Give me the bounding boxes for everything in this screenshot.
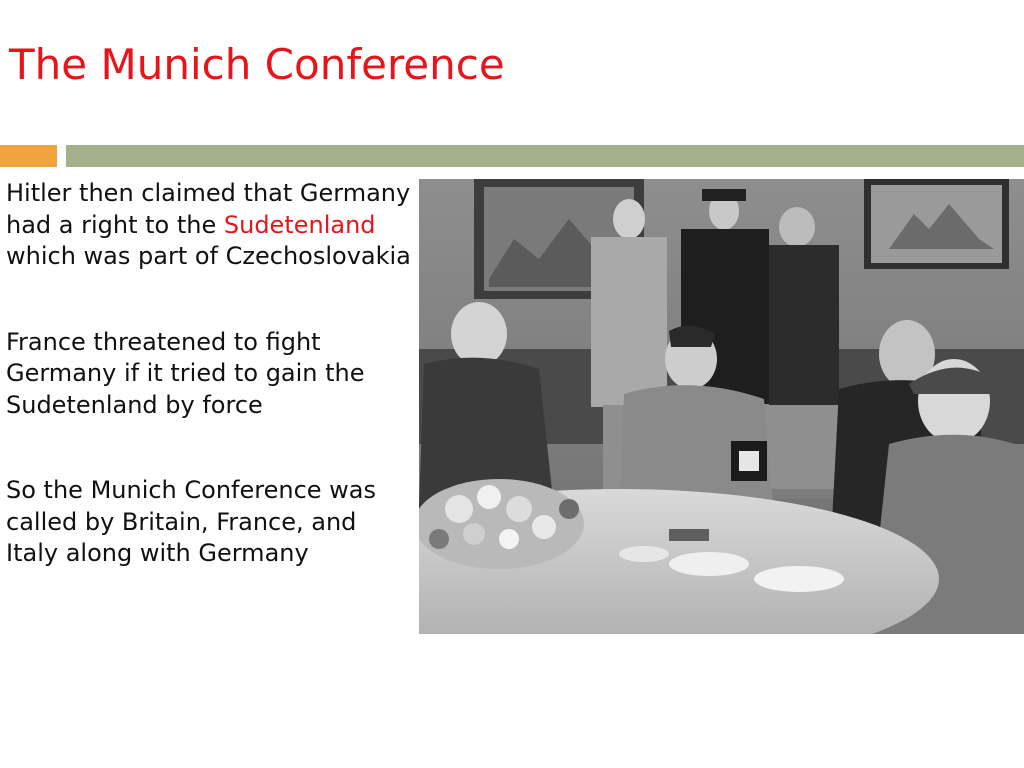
conference-photo xyxy=(419,179,1024,634)
sudetenland-highlight: Sudetenland xyxy=(223,210,376,239)
accent-bar-orange xyxy=(0,145,57,167)
paragraph-1-before: Hitler then claimed that Germany had a right to the xyxy=(6,179,411,239)
paragraph-1-after: which was part of Czechoslovakia xyxy=(6,242,411,270)
paragraph-3: So the Munich Conference was called by Britain, France, and Italy along with Germany xyxy=(6,476,377,567)
paragraph-2: France threatened to fight Germany if it tried to gain the Sudetenland by force xyxy=(6,327,365,419)
slide-body xyxy=(6,178,416,624)
historical-photo-icon xyxy=(419,179,1024,634)
paragraph-1 xyxy=(6,178,416,273)
accent-bar-green xyxy=(66,145,1024,167)
slide-title: The Munich Conference xyxy=(9,40,505,89)
